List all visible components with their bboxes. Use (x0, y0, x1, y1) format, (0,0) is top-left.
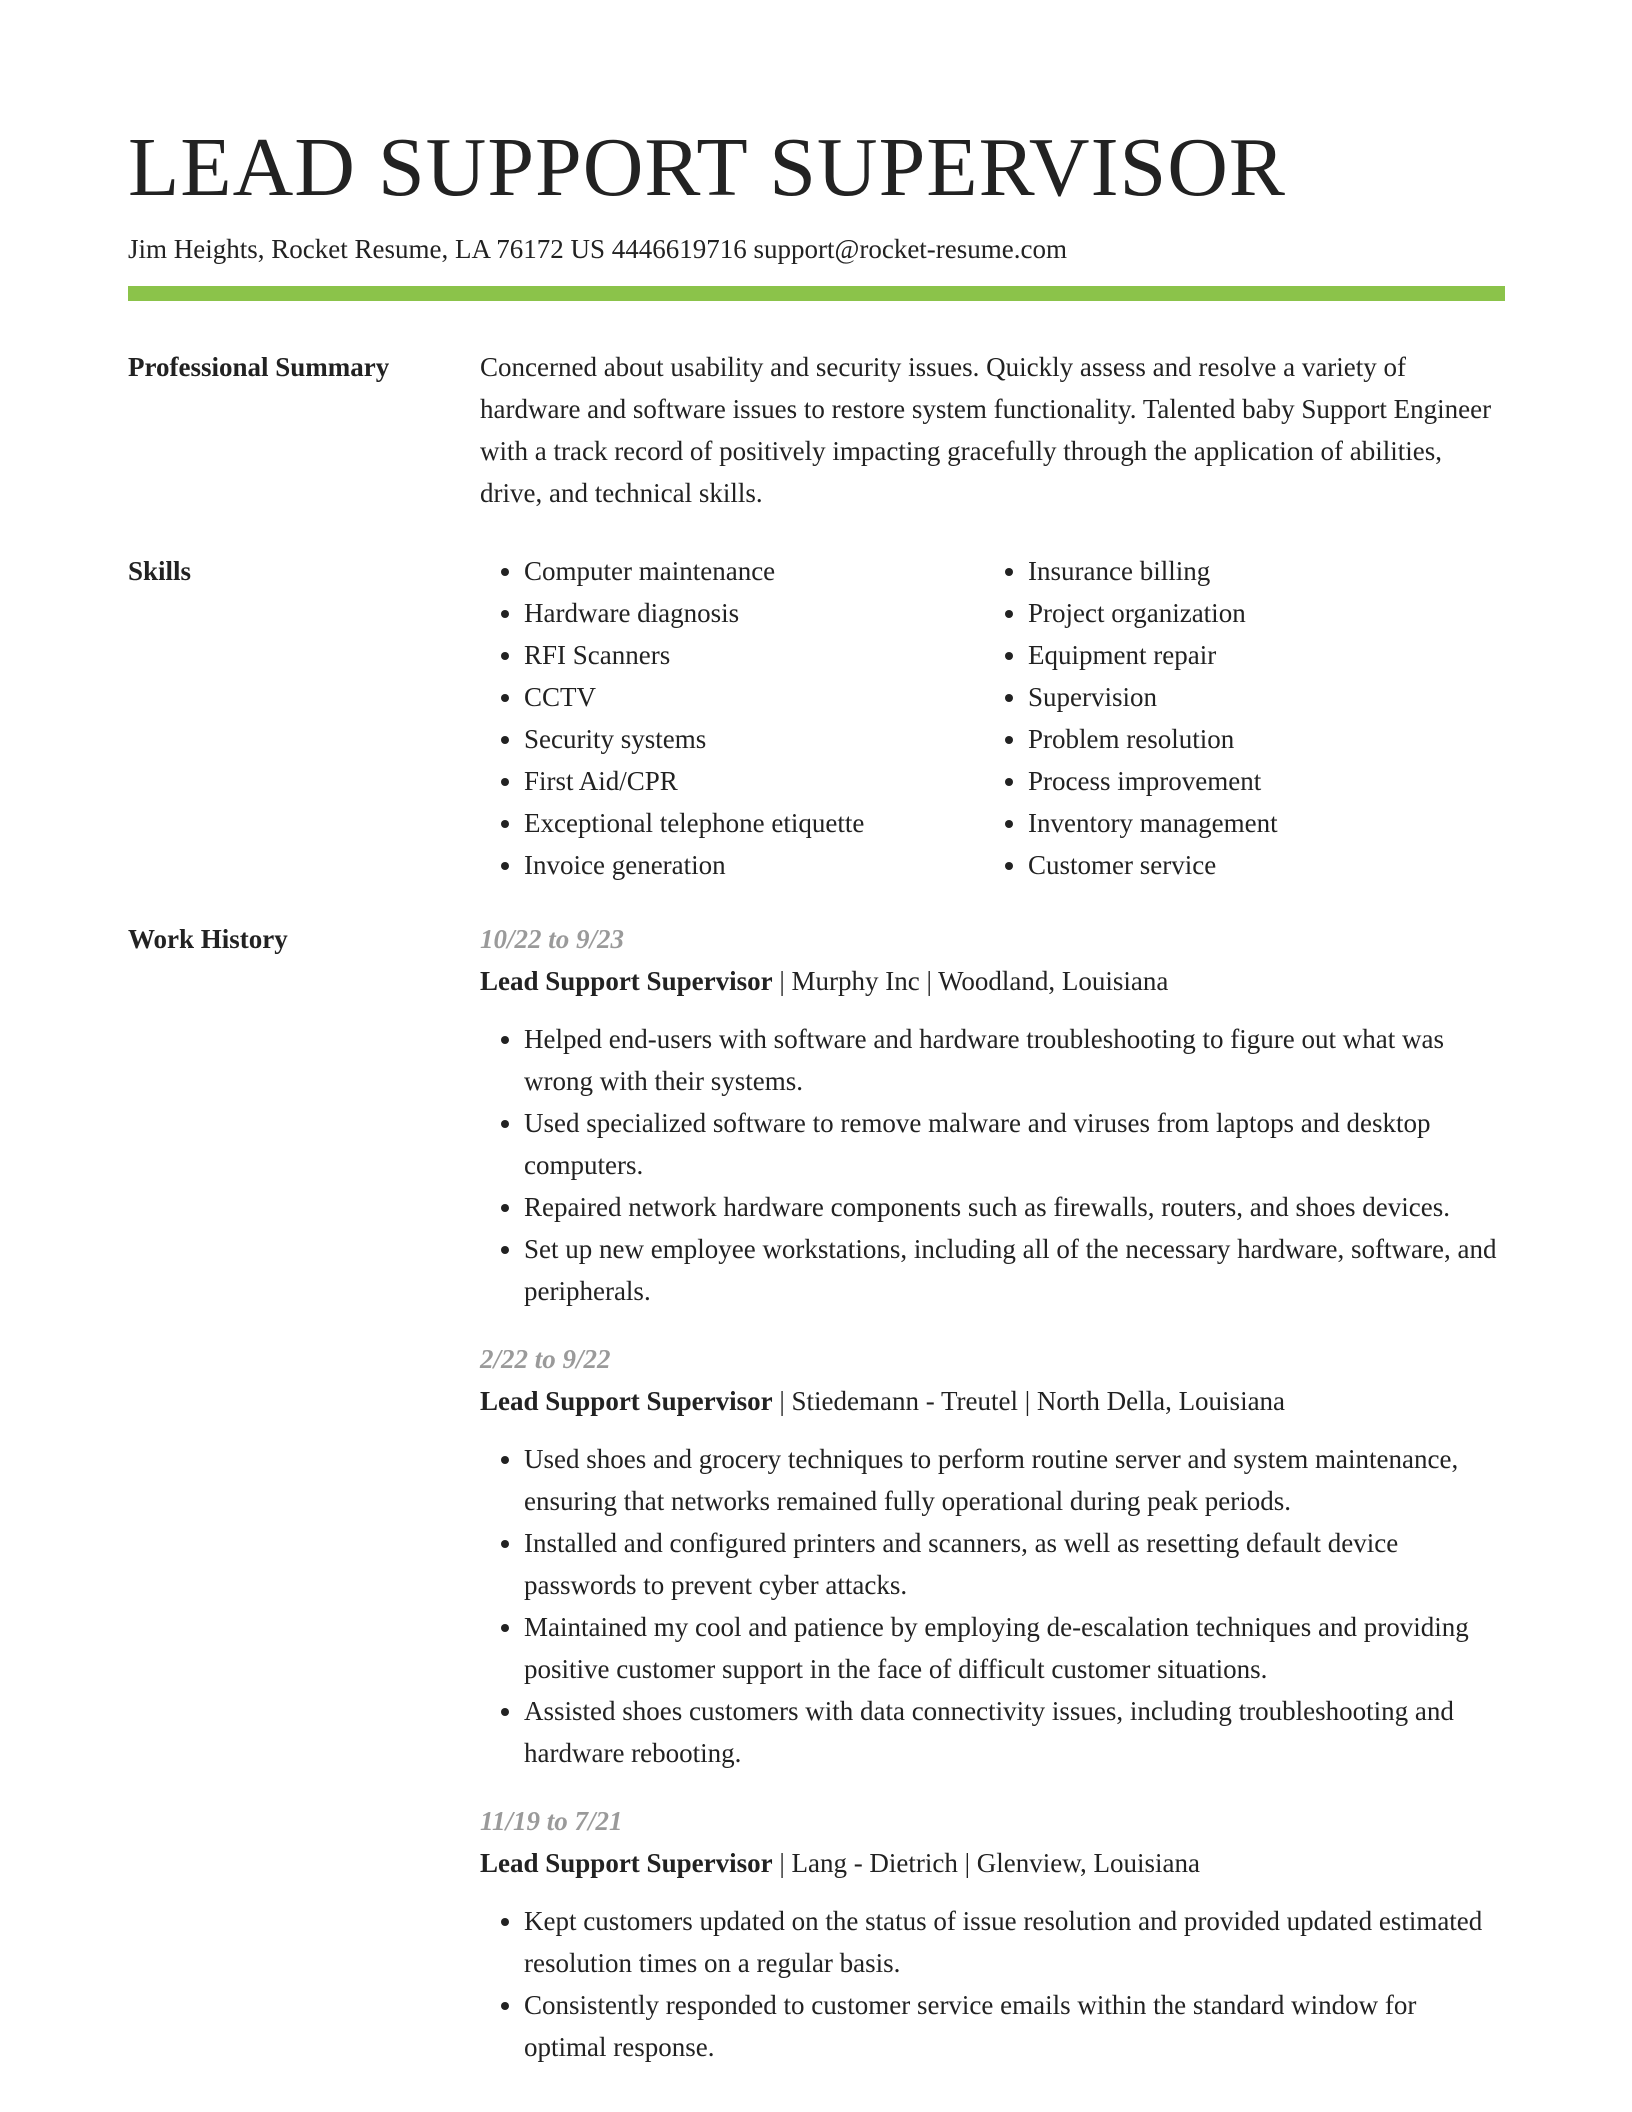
work-history-body (480, 918, 1505, 2094)
skill-item: • CCTV (524, 676, 984, 718)
job-details: | Stiedemann - Treutel | North Della, Louisiana (772, 1386, 1286, 1416)
skill-item: • Customer service (1028, 844, 1488, 886)
job-details: | Lang - Dietrich | Glenview, Louisiana (772, 1848, 1200, 1878)
summary-body (480, 346, 1505, 514)
contact-line: Jim Heights, Rocket Resume, LA 76172 US 4446619716 support@rocket-resume.com (128, 234, 1068, 264)
skills-label: Skills (128, 556, 192, 586)
job-bullets (480, 1438, 1505, 1774)
skill-item: • Inventory management (1028, 802, 1488, 844)
skill-item: • Process improvement (1028, 760, 1488, 802)
job-header (480, 960, 1505, 1002)
summary-label: Professional Summary (128, 352, 390, 382)
job-entry (480, 1338, 1505, 1774)
job-dates: 10/22 to 9/23 (480, 924, 625, 954)
job-title: Lead Support Supervisor (480, 1848, 773, 1878)
skill-item: • Security systems (524, 718, 984, 760)
job-bullet: • Used specialized software to remove malware and viruses from laptops and desktop computers. (524, 1102, 1505, 1186)
job-details: | Murphy Inc | Woodland, Louisiana (772, 966, 1169, 996)
job-bullet: • Repaired network hardware components such as firewalls, routers, and shoes devices. (524, 1186, 1505, 1228)
accent-divider (128, 286, 1505, 301)
job-header (480, 1380, 1505, 1422)
job-bullets (480, 1018, 1505, 1312)
resume-title: LEAD SUPPORT SUPERVISOR (128, 121, 1286, 214)
skills-body (480, 550, 1505, 886)
skill-item: • First Aid/CPR (524, 760, 984, 802)
job-bullet: • Kept customers updated on the status of issue resolution and provided updated estimated resolution times on a regular basis. (524, 1900, 1505, 1984)
job-bullet: • Helped end-users with software and hardware troubleshooting to figure out what was wrong with their systems. (524, 1018, 1505, 1102)
job-bullet: • Installed and configured printers and scanners, as well as resetting default device passwords to prevent cyber attacks. (524, 1522, 1505, 1606)
skill-item: • Hardware diagnosis (524, 592, 984, 634)
job-entry (480, 1800, 1505, 2068)
skills-columns (480, 550, 1505, 886)
skill-item: • Problem resolution (1028, 718, 1488, 760)
job-bullet: • Set up new employee workstations, including all of the necessary hardware, software, and peripherals. (524, 1228, 1505, 1312)
skill-item: • Computer maintenance (524, 550, 984, 592)
skill-item: • Invoice generation (524, 844, 984, 886)
summary-text: Concerned about usability and security issues. Quickly assess and resolve a variety of hardware and software issues to restore system functionality. Talented baby Support Engineer with a track record of positively impacting gracefully through the application of abilities, drive, and technical skills. (480, 352, 1492, 508)
job-dates: 2/22 to 9/22 (480, 1344, 611, 1374)
job-dates: 11/19 to 7/21 (480, 1806, 623, 1836)
skill-item: • Project organization (1028, 592, 1488, 634)
job-bullet: • Consistently responded to customer service emails within the standard window for optimal response. (524, 1984, 1505, 2068)
job-header (480, 1842, 1505, 1884)
job-bullet: • Used shoes and grocery techniques to perform routine server and system maintenance, ensuring that networks remained fully operational during peak periods. (524, 1438, 1505, 1522)
job-bullet: • Maintained my cool and patience by employing de-escalation techniques and providing positive customer support in the face of difficult customer situations. (524, 1606, 1505, 1690)
job-bullets (480, 1900, 1505, 2068)
skills-list-right (984, 550, 1488, 886)
skill-item: • Insurance billing (1028, 550, 1488, 592)
skills-list-left (480, 550, 984, 886)
job-title: Lead Support Supervisor (480, 966, 773, 996)
skill-item: • Equipment repair (1028, 634, 1488, 676)
skill-item: • RFI Scanners (524, 634, 984, 676)
job-bullet: • Assisted shoes customers with data connectivity issues, including troubleshooting and hardware rebooting. (524, 1690, 1505, 1774)
skill-item: • Supervision (1028, 676, 1488, 718)
skill-item: • Exceptional telephone etiquette (524, 802, 984, 844)
work-history-label: Work History (128, 924, 288, 954)
job-entry (480, 918, 1505, 1312)
job-title: Lead Support Supervisor (480, 1386, 773, 1416)
